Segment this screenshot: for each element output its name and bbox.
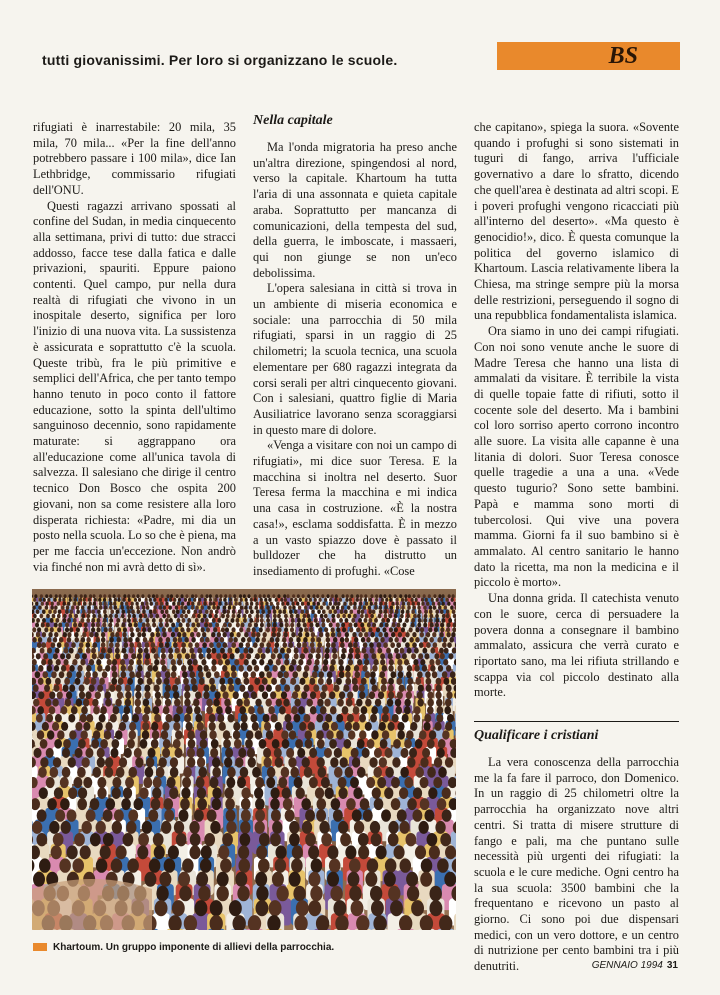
paragraph: che capitano», spiega la suora. «Sovente quando i profughi si sono sistemati in tuguri di fango, arriva l'ufficiale governativo a dare lo sfratto, dicendo che quell'area è destinata ad altri scopi. E i poveri profughi vengono ricacciati più all'interno del deserto». «Ma questo è genocidio!», dico. È questa comunque la politica del governo islamico di Khartoum. Lascia relativamente libera la Chiesa, ma stringe sempre più la morsa delle restrizioni, perseguendo il sogno di una repubblica fondamentalista islamica.: [474, 120, 679, 323]
paragraph: Questi ragazzi arrivano spossati al confine del Sudan, in media cinquecento alla settimana, privi di tutto: due stracci addosso, facce tese dalla fatica e dalle privazioni, spauriti. Eppure paiono contenti. Quel campo, pur nella dura realtà di rifugiati che vivono in un inospitale deserto, significa per loro l'inizio di una nuova vita. La sussistenza è assicurata e soprattutto c'è la scuola. Queste tribù, fra le più primitive e semplici dell'Africa, che per tanto tempo hanno tenuto in poco conto il fattore educazione, sotto la spinta dell'ultimo sanguinoso decennio, sono rapidamente maturate: si aggrappano ora all'educazione come all'unica tavola di salvezza. Il salesiano che dirige il centro tecnico Don Bosco che ospita 200 giovani, non sa come resistere alla loro disperata richiesta: «Padre, mi dia un posto nella scuola. Lo so che è piena, ma per me faccia un'eccezione. Non andrò via finché non mi avrà detto di sì».: [33, 198, 237, 574]
article-column-3-section-2: [474, 755, 679, 975]
section-divider: [474, 721, 679, 722]
paragraph: L'opera salesiana in città si trova in un ambiente di miseria economica e sociale: una parrocchia di 50 mila rifugiati, sparsi in un raggio di 25 chilometri; la scuola tecnica, una scuola elementare per 680 ragazzi integrata da corsi serali per altri cinquecento giovani. Con i salesiani, quattro figlie di Maria Ausiliatrice lavorano senza scoraggiarsi in questo mare di dolore.: [253, 281, 457, 437]
page-header-title: tutti giovanissimi. Per loro si organizzano le scuole.: [42, 52, 398, 68]
page-footer: [592, 960, 678, 971]
page-number: 31: [666, 960, 678, 971]
paragraph: «Venga a visitare con noi un campo di rifugiati», mi dice suor Teresa. E la macchina si inoltra nel deserto. Suor Teresa ferma la macchina e mi indica una casa in costruzione. «È la nostra casa!», esclama soddisfatta. È in mezzo a un vasto spiazzo dove è passato il bulldozer che ha distrutto un insediamento di profughi. «Cose: [253, 438, 457, 578]
photo-caption-text: Khartoum. Un gruppo imponente di allievi della parrocchia.: [53, 942, 335, 953]
article-column-2: [253, 140, 457, 580]
magazine-issue: GENNAIO 1994: [591, 960, 663, 971]
photo-caption: [33, 942, 334, 953]
subheading-nella-capitale: Nella capitale: [253, 113, 333, 128]
paragraph: Ora siamo in uno dei campi rifugiati. Con noi sono venute anche le suore di Madre Teresa che hanno una lista di ammalati da visitare. È terribile la vista di quelle topaie fatte di rifiuti, sotto il cocente sole del deserto. Ma i bambini col loro sorriso aperto corrono incontro alle suore. La visita alle capanne è una litania di dolori. Suor Teresa conosce quelle tragedie a una a una. «Vede questo tugurio? Sono sette bambini. Papà e mamma sono morti di tubercolosi. Qui vive una povera mamma. Giorni fa il suo bambino si è ammalato. Al centro sanitario le hanno dato la ricetta, ma non la medicina e il piccolo è morto».: [474, 324, 679, 590]
paragraph: Una donna grida. Il catechista venuto con le suore, cerca di persuadere la povera donna a consegnare il bambino ammalato, assicura che verrà curato e riportato sano, ma lei rifiuta strillando e scappa via col piccolo destinato alla morte.: [474, 591, 679, 700]
crowd-photo-illustration: [32, 589, 456, 930]
caption-marker: [33, 943, 47, 951]
paragraph: La vera conoscenza della parrocchia me la fa fare il parroco, don Domenico. In un raggio di 25 chilometri oltre la parrocchia ha organizzato nove altri centri. Si tratta di misere strutture di fango e pali, ma che puntano sulle necessità più urgenti dei rifugiati: la scuola e le cure mediche. Ogni centro ha la sua scuola: 3500 bambini che la frequentano e ricevono un pasto al giorno. Ci sono poi due dispensari medici, con un vero dottore, e un centro di nutrizione per cento bambini tra i più denutriti.: [474, 755, 679, 974]
subheading-qualificare-i-cristiani: Qualificare i cristiani: [474, 728, 599, 743]
article-column-1: [33, 120, 236, 575]
paragraph: Ma l'onda migratoria ha preso anche un'altra direzione, spingendosi al nord, verso la capitale. Khartoum ha tutta l'aria di una assonnata e quieta capitale araba. Soprattutto per mancanza di comunicazioni, della tempesta del sud, della guerra, le imboscate, i massaeri, qui non giunge se non un'eco debolissima.: [253, 140, 457, 280]
article-column-3: [474, 120, 679, 701]
crowd-photo: [32, 589, 456, 930]
paragraph: rifugiati è inarrestabile: 20 mila, 35 mila, 70 mila... «Per la fine dell'anno potrebbero passare i 100 mila», dice Ian Lethbridge, commissario rifugiati dell'ONU.: [33, 120, 236, 197]
magazine-logo-text: BS: [608, 43, 638, 69]
magazine-logo: [497, 42, 680, 70]
